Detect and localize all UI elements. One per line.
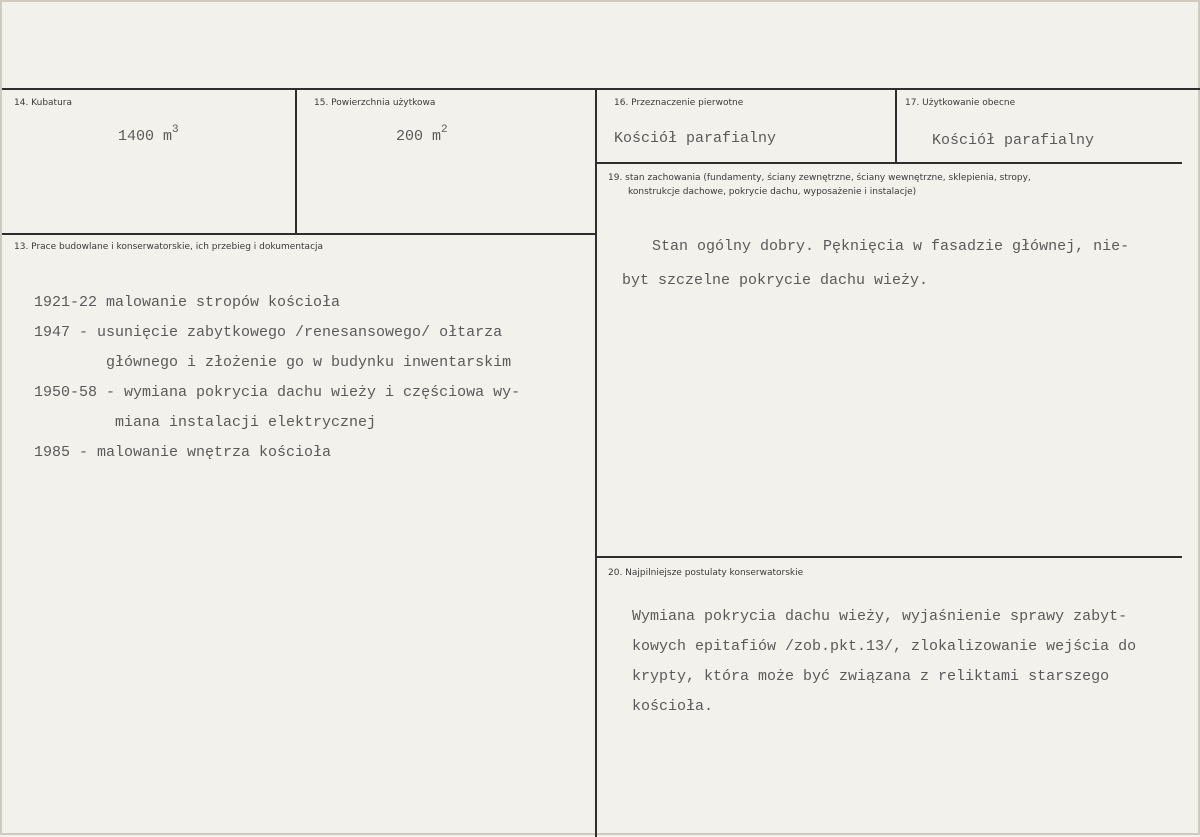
field-17-value: Kościół parafialny	[932, 132, 1095, 149]
field-19-line: byt szczelne pokrycie dachu wieży.	[622, 272, 929, 289]
rule-under-14-15	[2, 233, 597, 235]
field-20-line: kościoła.	[632, 698, 714, 715]
field-15-value	[396, 120, 448, 147]
field-17-label: 17. Użytkowanie obecne	[905, 98, 1016, 108]
field-16-label: 16. Przeznaczenie pierwotne	[614, 98, 744, 108]
field-14-label: 14. Kubatura	[14, 98, 73, 108]
field-19-line: Stan ogólny dobry. Pęknięcia w fasadzie głównej, nie-	[652, 238, 1130, 255]
field-20-label: 20. Najpilniejsze postulaty konserwatorskie	[608, 568, 804, 578]
field-14-number: 1400 m	[118, 128, 173, 145]
works-line: 1950-58 - wymiana pokrycia dachu wieży i częściowa wy-	[34, 384, 521, 401]
rule-above-20	[597, 556, 1182, 558]
field-20-line: Wymiana pokrycia dachu wieży, wyjaśnienie sprawy zabyt-	[632, 608, 1128, 625]
field-20-line: krypty, która może być związana z reliktami starszego	[632, 668, 1110, 685]
divider-14-15	[295, 88, 297, 234]
field-20-text	[632, 602, 1136, 722]
field-20-line: kowych epitafiów /zob.pkt.13/, zlokalizowanie wejścia do	[632, 638, 1137, 655]
works-line: głównego i złożenie go w budynku inwentarskim	[34, 354, 512, 371]
field-19-text	[622, 230, 1130, 298]
field-19-label-line2: konstrukcje dachowe, pokrycie dachu, wyposażenie i instalacje)	[628, 187, 917, 197]
field-15-unit-exponent: 2	[441, 124, 448, 136]
center-divider	[595, 88, 597, 837]
works-line: 1947 - usunięcie zabytkowego /renesansowego/ ołtarza	[34, 324, 503, 341]
field-works-label: 13. Prace budowlane i konserwatorskie, ich przebieg i dokumentacja	[14, 242, 324, 252]
field-19-label-line1: 19. stan zachowania (fundamenty, ściany zewnętrzne, ściany wewnętrzne, sklepienia, stropy,	[608, 173, 1031, 183]
top-rule	[2, 88, 1200, 90]
works-line: 1921-22 malowanie stropów kościoła	[34, 294, 341, 311]
works-line: miana instalacji elektrycznej	[34, 414, 377, 431]
field-14-value	[118, 120, 179, 147]
works-line: 1985 - malowanie wnętrza kościoła	[34, 444, 332, 461]
divider-16-17	[895, 88, 897, 164]
rule-under-16-17	[597, 162, 1182, 164]
field-16-value: Kościół parafialny	[614, 130, 777, 147]
field-15-number: 200 m	[396, 128, 442, 145]
field-14-unit-exponent: 3	[172, 124, 179, 136]
field-15-label: 15. Powierzchnia użytkowa	[314, 98, 436, 108]
field-works-text	[34, 288, 520, 468]
